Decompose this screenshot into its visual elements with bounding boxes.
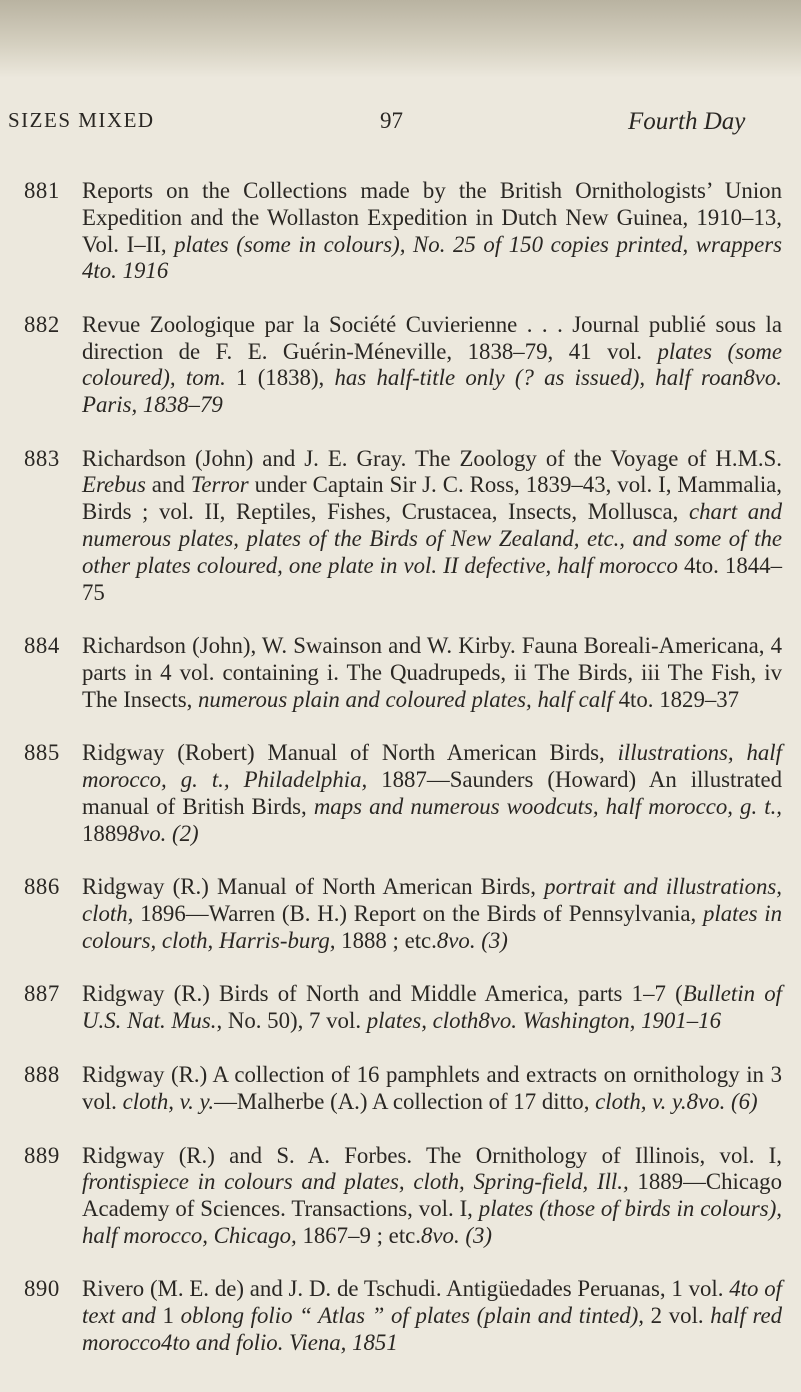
lot-format-date: 8vo. (2) (127, 820, 199, 846)
lot-text-run: Ridgway (R.) and S. A. Forbes. The Ornithology of Illinois, vol. I, (82, 1142, 782, 1168)
lot-text-run: 1 (1838), (236, 365, 335, 391)
lot-number: 890 (24, 1276, 60, 1302)
lot-text-run: under Captain Sir J. C. Ross, 1839–43, vol. I, Mammalia, Birds ; vol. II, Reptiles, Fishes, Crustacea, Insects, Mollusca, (82, 472, 782, 525)
lot-number: 883 (24, 445, 60, 471)
lot-text-run: 1896—Warren (B. H.) Report on the Birds of Pennsylvania, (133, 900, 703, 926)
lot-format-date: 8vo. (3) (436, 927, 508, 953)
lot-description (82, 740, 782, 847)
lot-description (82, 874, 782, 954)
lot-text-run: 1867–9 ; etc. (296, 1223, 421, 1249)
lot-description (82, 1062, 782, 1116)
sale-day: Fourth Day (628, 108, 746, 135)
lot-format-date: 4to and folio. Viena, 1851 (161, 1330, 398, 1356)
lot-format-date: 8vo. Paris, 1838–79 (82, 365, 782, 418)
lot-description (82, 312, 782, 419)
lot-text-run: 1 (155, 1303, 181, 1329)
lot-text-run: plates, cloth (366, 1007, 479, 1033)
lot-text-run: cloth, v. y. (122, 1088, 215, 1114)
lot-text-run: plates (some coloured), tom. (82, 338, 782, 391)
lot-text-run: 4to of text and (82, 1276, 782, 1329)
lot-text-run: has half-title only (? as issued), half roan (334, 365, 744, 391)
lot-text-run: 4to. 1829–37 (612, 687, 740, 713)
lot-description (82, 1143, 782, 1250)
lot-text-run: Richardson (John) and J. E. Gray. The Zoology of the Voyage of H.M.S. (82, 445, 782, 471)
lot-text-run: 1889 (82, 820, 128, 846)
lot-text-run: Terror (190, 472, 249, 498)
lot-text-run: oblong folio “ Atlas ” of plates (plain and tinted), (180, 1303, 645, 1329)
page-top-edge (0, 0, 801, 78)
lot-format-date: 8vo. (6) (686, 1088, 758, 1114)
lot-text-run: Reports on the Collections made by the British Ornithologists’ Union Expedition and the Wollaston Expedition in Dutch New Guinea, 1910–13, Vol. I–II, (82, 178, 782, 257)
section-heading: SIZES MIXED (8, 108, 155, 132)
lot-number: 886 (24, 874, 60, 900)
lot-text-run: plates (some in colours), No. 25 of 150 copies printed, wrappers (174, 231, 782, 257)
lot-number: 885 (24, 740, 60, 766)
lot-number: 882 (24, 311, 60, 337)
lot-text-run: 1888 ; etc. (335, 927, 437, 953)
page-number: 97 (380, 108, 403, 133)
lot-text-run: Revue Zoologique par la Société Cuvierienne . . . Journal publié sous la direction de F. E. Guérin-Méneville, 1838–79, 41 vol. (82, 311, 782, 364)
lot-text-run: numerous plain and coloured plates, half calf (198, 687, 613, 713)
lot-text-run: and (145, 472, 191, 498)
lot-text-run: plates (those of birds in colours), half morocco, Chicago, (82, 1196, 782, 1249)
lot-number: 884 (24, 633, 60, 659)
lot-text-run: 2 vol. (644, 1303, 711, 1329)
lot-text-run: Ridgway (Robert) Manual of North American Birds, (82, 740, 618, 766)
lot-description (82, 446, 782, 607)
lot-text-run: illustrations, half morocco, g. t., Philadelphia, (82, 740, 782, 793)
lot-text-run: Ridgway (R.) Manual of North American Birds, (82, 874, 545, 900)
lot-number: 881 (24, 178, 60, 203)
lot-text-run: , No. 50), 7 vol. (216, 1007, 367, 1033)
lot-text-run: portrait and illustrations, cloth, (82, 874, 783, 926)
lot-text-run: Richardson (John), W. Swainson and W. Kirby. Fauna Boreali-Americana, 4 parts in 4 vol. containing i. The Quadrupeds, ii The Birds, iii The Fish, iv The Insects, (82, 633, 782, 713)
lot-number: 889 (24, 1142, 60, 1168)
running-head (0, 108, 801, 138)
lot-text-run: 4to. 1844–75 (82, 552, 782, 605)
lot-text-run: Ridgway (R.) Birds of North and Middle America, parts 1–7 ( (82, 980, 683, 1006)
lot-description (82, 178, 782, 285)
lot-text-run: Erebus (82, 472, 146, 498)
lot-number: 887 (24, 980, 60, 1006)
lot-text-run: cloth, v. y. (595, 1088, 687, 1114)
lot-text-run: half red morocco (82, 1303, 783, 1356)
lot-text-run: Ridgway (R.) A collection of 16 pamphlets and extracts on ornithology in 3 vol. (82, 1061, 782, 1114)
lot-text-run: chart and numerous plates, plates of the Birds of New Zealand, etc., and some of the other plates coloured, one plate in vol. II defective, half morocco (82, 499, 783, 578)
lot-text-run: 1887—Saunders (Howard) An illustrated manual of British Birds, (82, 767, 783, 819)
lot-text-run: maps and numerous woodcuts, half morocco, g. t., (313, 793, 782, 819)
lot-description (82, 1276, 782, 1356)
lot-text-run: Bulletin of U.S. Nat. Mus. (82, 980, 782, 1033)
lot-format-date: 8vo. (3) (421, 1223, 492, 1249)
lot-description (82, 981, 782, 1035)
lot-text-run: —Malherbe (A.) A collection of 17 ditto, (214, 1088, 596, 1114)
lot-description (82, 633, 782, 713)
lot-number: 888 (24, 1061, 60, 1087)
lot-text-run: 1889—Chicago Academy of Sciences. Transactions, vol. I, (82, 1169, 782, 1222)
lot-text-run: plates in colours, cloth, Harris-burg, (82, 900, 782, 953)
lot-text-run: Rivero (M. E. de) and J. D. de Tschudi. Antigüedades Peruanas, 1 vol. (82, 1276, 730, 1302)
lot-format-date: 8vo. Washington, 1901–16 (478, 1007, 721, 1033)
lot-text-run: frontispiece in colours and plates, cloth, Spring-field, Ill., (82, 1169, 629, 1195)
lot-text-run: 4to. 1916 (82, 258, 169, 284)
